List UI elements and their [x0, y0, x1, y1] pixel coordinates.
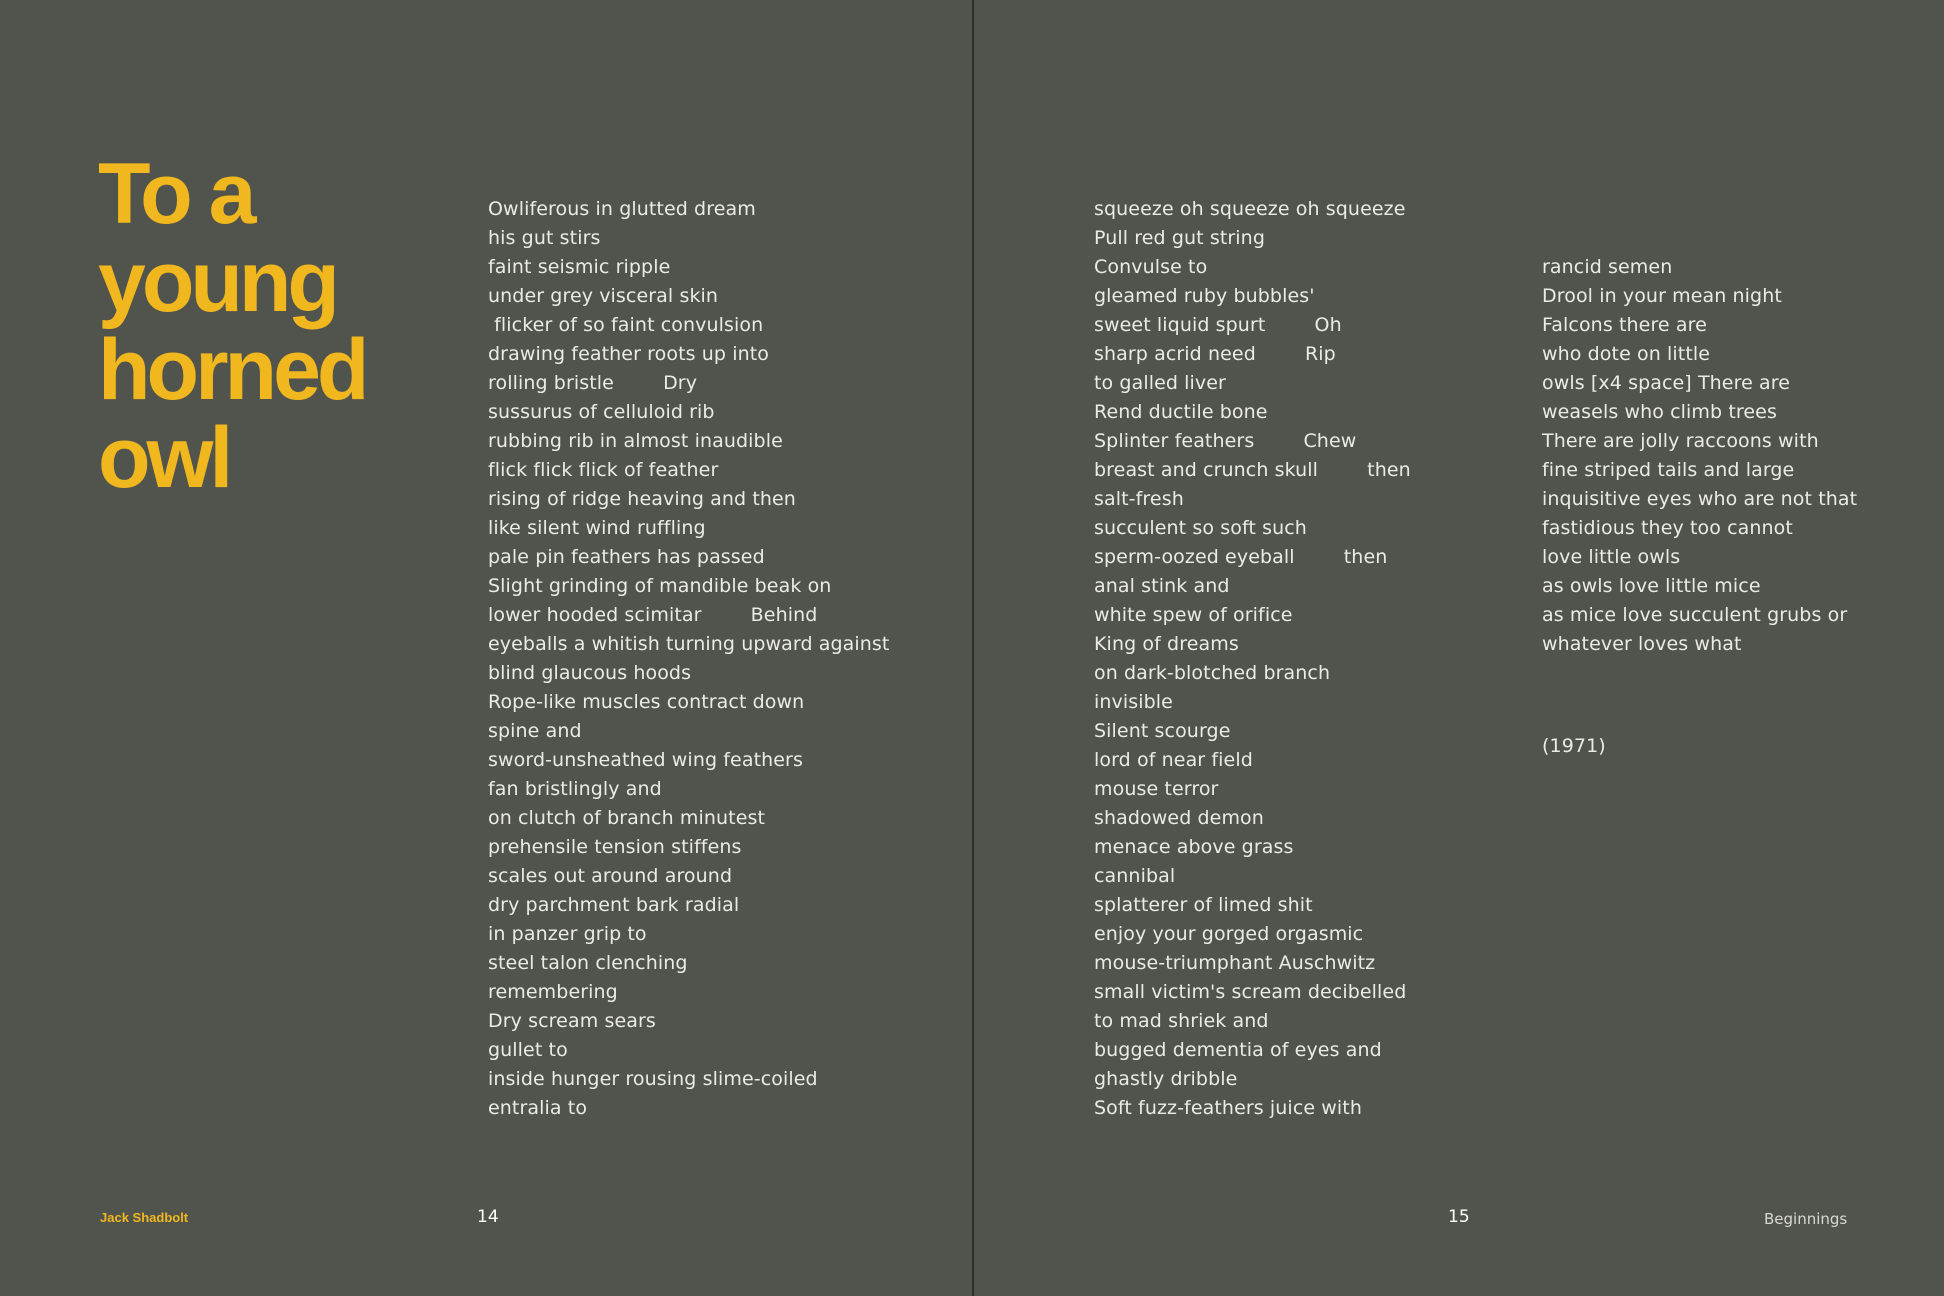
poem-line: inside hunger rousing slime-coiled — [488, 1068, 818, 1090]
poem-line: gleamed ruby bubbles' — [1094, 285, 1315, 307]
poem-line: owls [x4 space] There are — [1542, 372, 1791, 394]
poem-line: ghastly dribble — [1094, 1068, 1238, 1090]
poem-line: lower hooded scimitar Behind — [488, 604, 818, 626]
poem-line: Splinter feathers Chew — [1094, 430, 1357, 452]
poem-line: his gut stirs — [488, 227, 601, 249]
poem-line: Rend ductile bone — [1094, 401, 1268, 423]
poem-line: There are jolly raccoons with — [1542, 430, 1819, 452]
footer-author: Jack Shadbolt — [100, 1210, 189, 1225]
poem-line: sussurus of celluloid rib — [488, 401, 715, 423]
poem-line: invisible — [1094, 691, 1173, 713]
poem-line: Drool in your mean night — [1542, 285, 1782, 307]
poem-line: blind glaucous hoods — [488, 662, 692, 684]
poem-line: love little owls — [1542, 546, 1681, 568]
page-number-right: 15 — [1448, 1207, 1470, 1227]
poem-line: to mad shriek and — [1094, 1010, 1269, 1032]
poem-line: fastidious they too cannot — [1542, 517, 1793, 539]
poem-line: sword-unsheathed wing feathers — [488, 749, 803, 771]
poem-column-1 — [488, 195, 890, 1123]
poem-line: fine striped tails and large — [1542, 459, 1795, 481]
poem-line: who dote on little — [1542, 343, 1711, 365]
title-line: young — [98, 234, 336, 330]
poem-line: scales out around around — [488, 865, 733, 887]
footer-section-title: Beginnings — [1764, 1210, 1848, 1228]
poem-line: remembering — [488, 981, 618, 1003]
poem-line: menace above grass — [1094, 836, 1294, 858]
poem-line: drawing feather roots up into — [488, 343, 769, 365]
poem-line: weasels who climb trees — [1542, 401, 1777, 423]
poem-line: spine and — [488, 720, 582, 742]
page-gutter — [972, 0, 974, 1296]
poem-line: gullet to — [488, 1039, 568, 1061]
poem-line: rubbing rib in almost inaudible — [488, 430, 783, 452]
title-line: horned — [98, 322, 366, 418]
poem-line: salt-fresh — [1094, 488, 1184, 510]
poem-line: on dark-blotched branch — [1094, 662, 1331, 684]
poem-line: cannibal — [1094, 865, 1176, 887]
poem-line: lord of near field — [1094, 749, 1253, 771]
poem-line: King of dreams — [1094, 633, 1239, 655]
poem-line: dry parchment bark radial — [488, 894, 740, 916]
poem-column-3 — [1542, 195, 1857, 819]
poem-line: Convulse to — [1094, 256, 1208, 278]
poem-line: pale pin feathers has passed — [488, 546, 765, 568]
title-line: owl — [98, 410, 230, 506]
poem-line: in panzer grip to — [488, 923, 647, 945]
poem-line: Pull red gut string — [1094, 227, 1265, 249]
poem-line: prehensile tension stiffens — [488, 836, 742, 858]
poem-line: succulent so soft such — [1094, 517, 1307, 539]
poem-line: bugged dementia of eyes and — [1094, 1039, 1382, 1061]
poem-line: Slight grinding of mandible beak on — [488, 575, 832, 597]
poem-line: rancid semen — [1542, 256, 1673, 278]
poem-line: flicker of so faint convulsion — [488, 314, 764, 336]
poem-line: flick flick flick of feather — [488, 459, 719, 481]
poem-line: breast and crunch skull then — [1094, 459, 1411, 481]
poem-line: splatterer of limed shit — [1094, 894, 1313, 916]
poem-line: Owliferous in glutted dream — [488, 198, 756, 220]
poem-line: whatever loves what — [1542, 633, 1742, 655]
poem-line: shadowed demon — [1094, 807, 1264, 829]
poem-year: (1971) — [1542, 735, 1606, 757]
poem-line: sharp acrid need Rip — [1094, 343, 1336, 365]
poem-line: sperm-oozed eyeball then — [1094, 546, 1388, 568]
title-line: To a — [98, 146, 253, 242]
poem-line: white spew of orifice — [1094, 604, 1293, 626]
poem-line: steel talon clenching — [488, 952, 688, 974]
poem-line: rising of ridge heaving and then — [488, 488, 796, 510]
poem-line: under grey visceral skin — [488, 285, 719, 307]
poem-line: faint seismic ripple — [488, 256, 671, 278]
poem-line: eyeballs a whitish turning upward against — [488, 633, 890, 655]
poem-title — [98, 146, 366, 506]
poem-line: entralia to — [488, 1097, 588, 1119]
poem-line: mouse-triumphant Auschwitz — [1094, 952, 1376, 974]
poem-line: squeeze oh squeeze oh squeeze — [1094, 198, 1406, 220]
poem-line: like silent wind ruffling — [488, 517, 706, 539]
poem-line: Rope-like muscles contract down — [488, 691, 805, 713]
poem-line: inquisitive eyes who are not that — [1542, 488, 1858, 510]
poem-line: to galled liver — [1094, 372, 1226, 394]
poem-line: Falcons there are — [1542, 314, 1707, 336]
poem-line: anal stink and — [1094, 575, 1230, 597]
poem-line: as mice love succulent grubs or — [1542, 604, 1848, 626]
poem-line: on clutch of branch minutest — [488, 807, 766, 829]
page-number-left: 14 — [477, 1207, 499, 1227]
poem-line: mouse terror — [1094, 778, 1219, 800]
poem-line: enjoy your gorged orgasmic — [1094, 923, 1364, 945]
poem-line: as owls love little mice — [1542, 575, 1761, 597]
poem-line: Dry scream sears — [488, 1010, 656, 1032]
poem-line: sweet liquid spurt Oh — [1094, 314, 1342, 336]
poem-line: rolling bristle Dry — [488, 372, 698, 394]
poem-column-2 — [1094, 195, 1411, 1123]
poem-line: small victim's scream decibelled — [1094, 981, 1407, 1003]
poem-line: fan bristlingly and — [488, 778, 662, 800]
poem-line: Soft fuzz-feathers juice with — [1094, 1097, 1362, 1119]
poem-line: Silent scourge — [1094, 720, 1231, 742]
